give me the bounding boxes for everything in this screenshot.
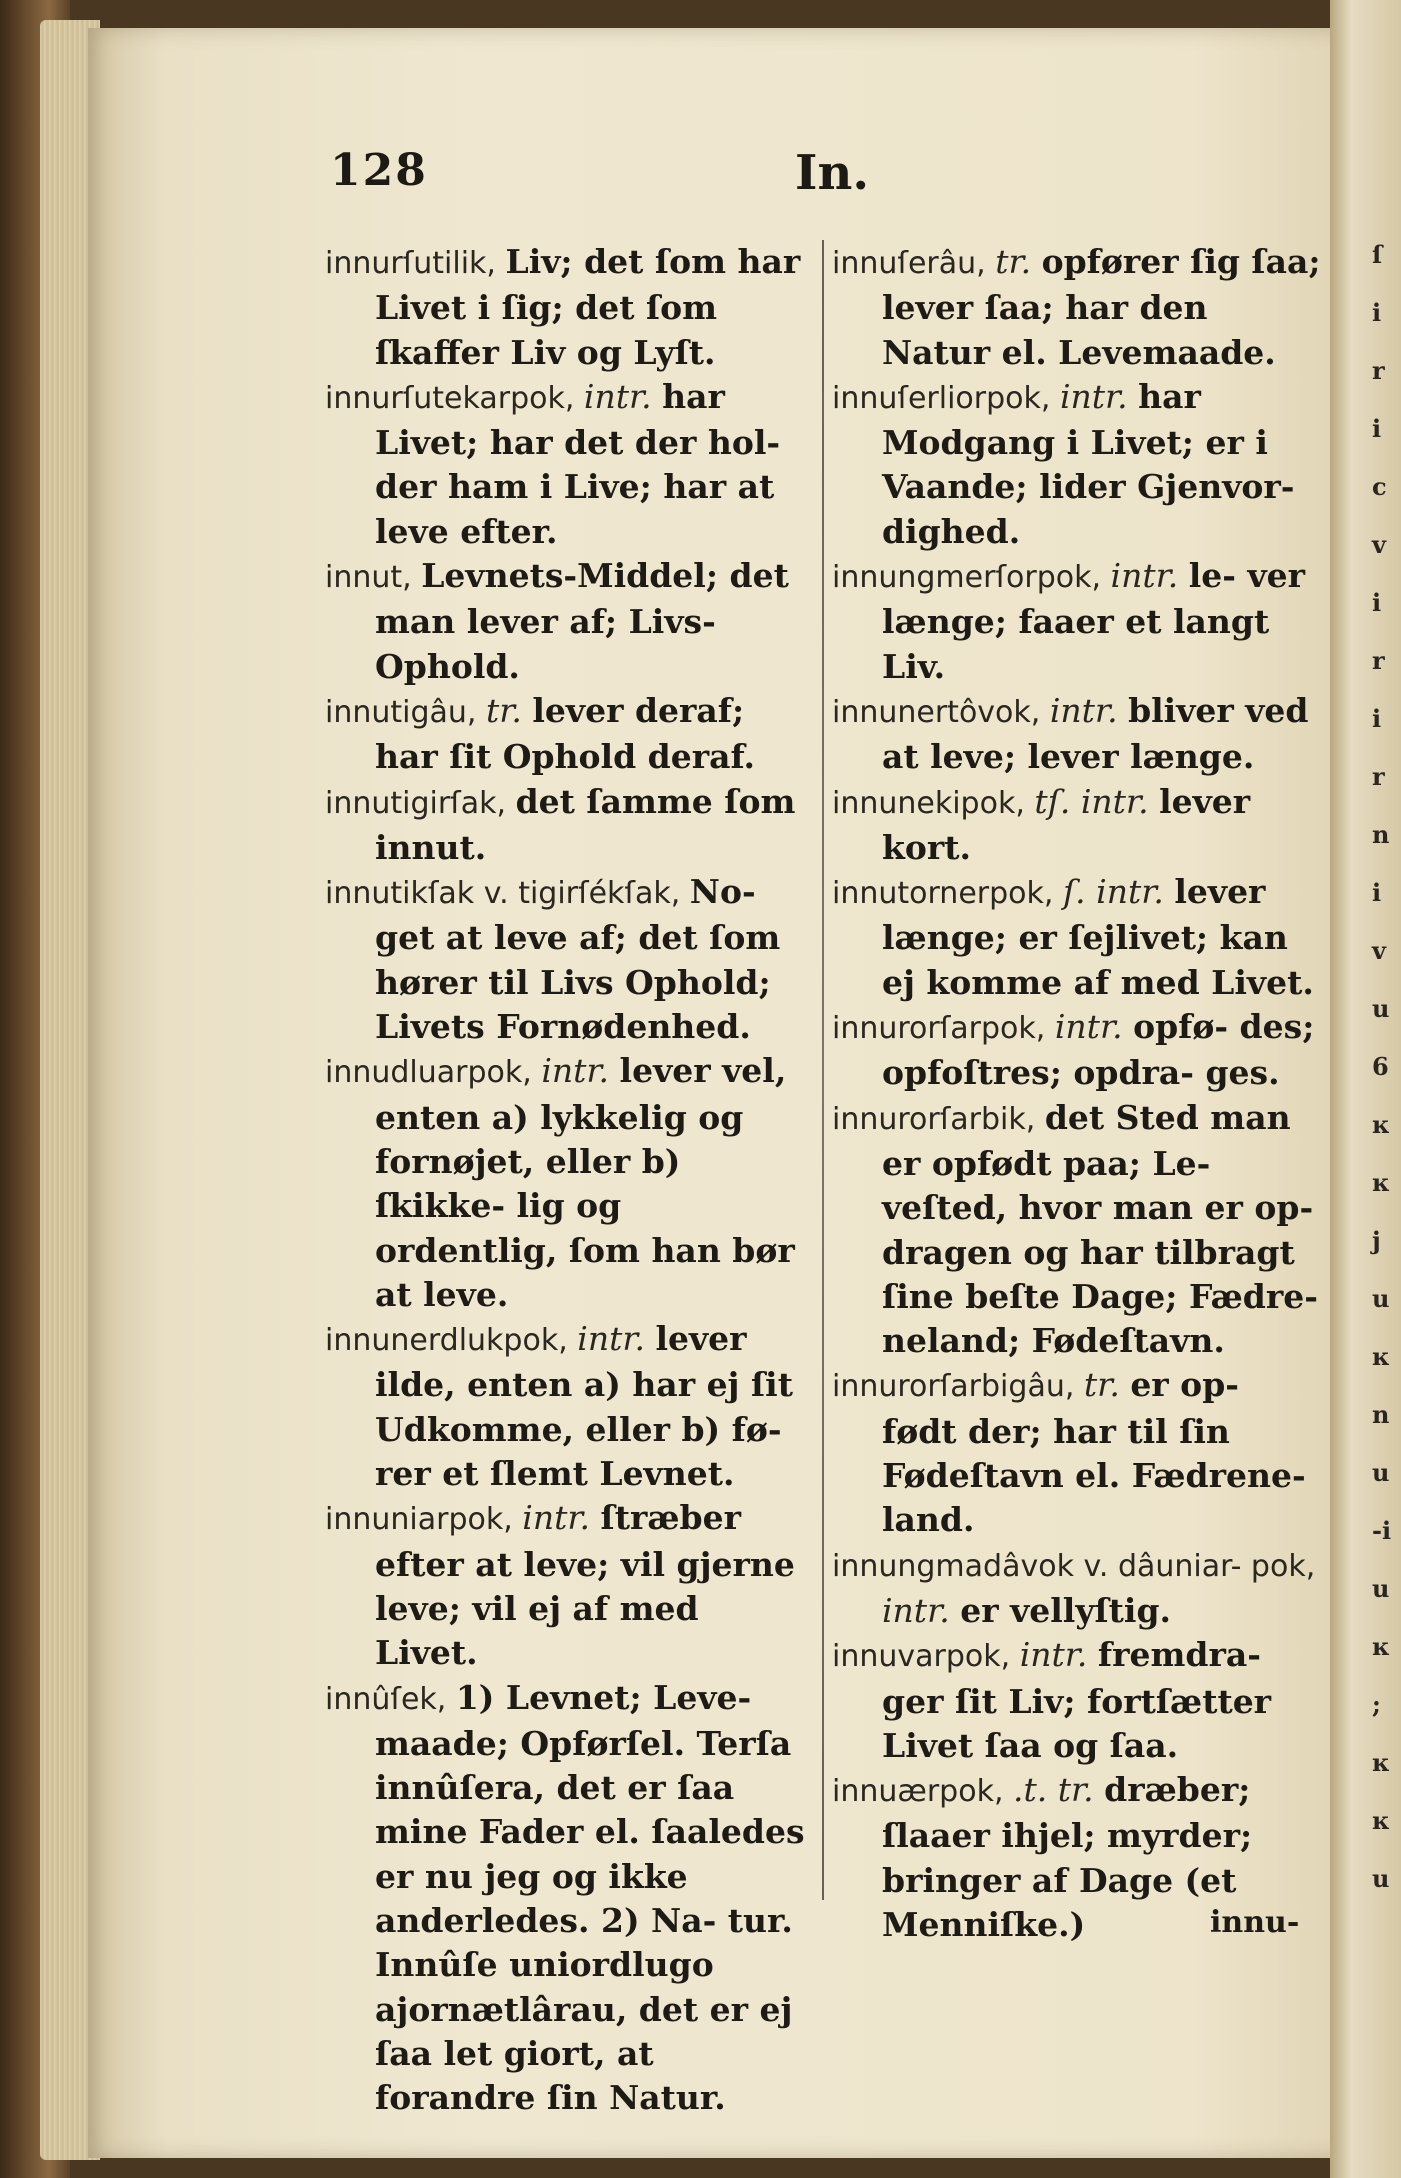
dictionary-entry (325, 1317, 805, 1496)
facing-page-letter: i (1372, 588, 1382, 617)
entry-definition: bliver ved at leve; lever længe. (882, 690, 1309, 777)
right-column (832, 240, 1322, 1947)
facing-page-letter: v (1372, 530, 1386, 559)
facing-page-letter: n (1372, 1400, 1390, 1429)
entry-grammar: intr. (1019, 1635, 1098, 1675)
entry-definition: fremdra- ger ſit Liv; fortſætter Livet ſaa og ſaa. (882, 1635, 1272, 1765)
dictionary-entry (325, 375, 805, 554)
facing-page-letter: i (1372, 704, 1382, 733)
entry-headword: innuvarpok, (832, 1639, 1020, 1675)
entry-definition: 1) Levnet; Leve- maade; Opførſel. Terſa innûſera, det er ſaa mine Fader el. ſaaledes er nu jeg og ikke anderledes. 2) Na- tur. Innûſe uniordlugo ajornætlârau, det er ej ſaa let giort, at forandre ſin Natur. (375, 1677, 805, 2118)
dictionary-entry (832, 870, 1322, 1005)
facing-page-letter: n (1372, 820, 1390, 849)
entry-grammar: tr. (486, 690, 533, 730)
facing-page-letter: i (1372, 414, 1382, 443)
facing-page-letter: ĸ (1372, 1632, 1389, 1661)
entry-definition: ſtræber efter at leve; vil gjerne leve; vil ej af med Livet. (375, 1498, 795, 1673)
entry-definition: lever ilde, enten a) har ej ſit Udkomme, eller b) fø- rer et ſlemt Levnet. (375, 1319, 793, 1494)
entry-definition: Levnets-Middel; det man lever af; Livs- Ophold. (375, 556, 789, 686)
entry-grammar: intr. (1049, 690, 1129, 730)
facing-page-letter: ĸ (1372, 1342, 1389, 1371)
entry-headword: innûſek, (325, 1681, 456, 1717)
page-number: 128 (330, 145, 428, 196)
facing-page-letter: u (1372, 1458, 1390, 1487)
entry-definition: Liv; det ſom har Livet i ſig; det ſom ſkaffer Liv og Lyſt. (375, 242, 801, 372)
entry-headword: innunekipok, (832, 785, 1035, 821)
facing-page-letter: u (1372, 1864, 1390, 1893)
facing-page-letter: 6 (1372, 1052, 1389, 1081)
entry-definition: har Livet; har det der hol- der ham i Live; har at leve efter. (375, 376, 781, 551)
entry-headword: innurſutekarpok, (325, 380, 584, 416)
entry-definition: opfø- des; opfoſtres; opdra- ges. (882, 1007, 1315, 1093)
entry-headword: innutigirſak, (325, 785, 516, 821)
entry-definition: dræber; ſlaaer ihjel; myrder; bringer af Dage (et Menniſke.) (882, 1770, 1253, 1944)
facing-page-letter: r (1372, 646, 1385, 675)
dictionary-entry (832, 375, 1322, 554)
dictionary-entry (325, 870, 805, 1049)
entry-headword: innut, (325, 560, 422, 596)
dictionary-entry (325, 1049, 805, 1317)
entry-headword: innuniarpok, (325, 1502, 523, 1538)
entry-grammar: intr. (541, 1051, 620, 1091)
dictionary-entry (325, 689, 805, 780)
entry-headword: innuſerliorpok, (832, 380, 1060, 416)
facing-page-letter: -i (1372, 1516, 1392, 1545)
entry-headword: innutigâu, (325, 694, 486, 730)
facing-page-letter: r (1372, 356, 1385, 385)
dictionary-entry (325, 1676, 805, 2121)
facing-page-letter: u (1372, 1284, 1390, 1313)
facing-page-letter: ĸ (1372, 1806, 1389, 1835)
entry-grammar: intr. (1110, 556, 1189, 596)
entry-headword: innurſutilik, (325, 246, 506, 281)
dictionary-entry (325, 780, 805, 871)
entry-headword: innuærpok, (832, 1774, 1014, 1810)
entry-headword: innungmerſorpok, (832, 560, 1111, 596)
facing-page-letter: u (1372, 994, 1390, 1023)
facing-page-letter: u (1372, 1574, 1390, 1603)
entry-definition: opfører ſig ſaa; lever ſaa; har den Natur el. Levemaade. (882, 242, 1321, 372)
entry-grammar: intr. (1054, 1007, 1134, 1047)
dictionary-entry (832, 1096, 1322, 1364)
entry-grammar: tſ. intr. (1034, 781, 1160, 821)
entry-definition: er op- født der; har til ſin Fødeſtavn el. Fædrene- land. (882, 1365, 1306, 1540)
page-header (0, 145, 1401, 205)
entry-definition: er vellyſtig. (960, 1590, 1172, 1630)
dictionary-entry (325, 554, 805, 689)
catchword: innu- (1210, 1905, 1300, 1940)
entry-grammar: tr. (1083, 1365, 1131, 1405)
facing-page-letter: ; (1372, 1690, 1381, 1719)
entry-headword: innurorſarpok, (832, 1011, 1055, 1047)
entry-definition: lever vel, enten a) lykkelig og fornøjet, eller b) ſkikke- lig og ordentlig, ſom han bør at leve. (375, 1051, 795, 1314)
entry-headword: innuſerâu, (832, 246, 996, 281)
facing-page-letters (1372, 240, 1400, 1922)
entry-definition: har Modgang i Livet; er i Vaande; lider Gjenvor- dighed. (882, 376, 1295, 551)
facing-page-letter: ĸ (1372, 1748, 1389, 1777)
facing-page-letter: ĸ (1372, 1168, 1389, 1197)
entry-headword: innutornerpok, (832, 876, 1063, 912)
facing-page-letter: j (1372, 1226, 1381, 1255)
entry-grammar: intr. (1059, 376, 1139, 416)
dictionary-entry (832, 1543, 1322, 1634)
entry-definition: det Sted man er opfødt paa; Le- veſted, hvor man er op- dragen og har tilbragt ſine beſte Dage; Fædre- neland; Fødeſtavn. (882, 1097, 1318, 1361)
entry-definition: lever længe; er ſejlivet; kan ej komme af med Livet. (882, 872, 1314, 1002)
entry-grammar: intr. (522, 1498, 601, 1538)
facing-page-letter: c (1372, 472, 1387, 501)
facing-page-letter: r (1372, 762, 1385, 791)
left-column (325, 240, 805, 2120)
entry-definition: lever deraf; har ſit Ophold deraf. (375, 690, 755, 777)
column-divider (822, 240, 824, 1900)
entry-grammar: .t. tr. (1013, 1770, 1105, 1810)
entry-definition: det ſamme ſom innut. (375, 781, 796, 867)
dictionary-entry (832, 554, 1322, 689)
dictionary-entry (325, 240, 805, 375)
dictionary-entry (832, 1633, 1322, 1768)
facing-page-letter: i (1372, 878, 1382, 907)
facing-page-letter: i (1372, 298, 1382, 327)
entry-grammar: tr. (995, 242, 1042, 281)
entry-grammar: ſ. intr. (1062, 872, 1175, 912)
facing-page-letter: ſ (1372, 240, 1383, 269)
entry-grammar: intr. (882, 1590, 961, 1630)
dictionary-entry (832, 1363, 1322, 1542)
entry-headword: innurorſarbigâu, (832, 1369, 1084, 1405)
entry-grammar: intr. (577, 1319, 656, 1359)
entry-definition: le- ver længe; faaer et langt Liv. (882, 556, 1306, 686)
facing-page-letter: v (1372, 936, 1386, 965)
dictionary-entry (832, 1005, 1322, 1096)
entry-headword: innutikſak v. tigirſékſak, (325, 876, 690, 912)
entry-headword: innungmadâvok v. dâuniar- pok, (832, 1548, 1316, 1584)
entry-definition: lever kort. (882, 781, 1251, 867)
facing-page-letter: ĸ (1372, 1110, 1389, 1139)
entry-grammar: intr. (583, 376, 663, 416)
dictionary-entry (832, 240, 1322, 375)
running-head: In. (795, 145, 870, 201)
entry-headword: innunertôvok, (832, 694, 1050, 730)
entry-headword: innurorſarbik, (832, 1101, 1045, 1137)
dictionary-entry (832, 689, 1322, 780)
dictionary-entry (325, 1496, 805, 1675)
dictionary-entry (832, 780, 1322, 871)
entry-definition: No- get at leve af; det ſom hører til Livs Ophold; Livets Fornødenhed. (375, 872, 781, 1047)
entry-headword: innudluarpok, (325, 1055, 542, 1091)
entry-headword: innunerdlukpok, (325, 1323, 578, 1359)
